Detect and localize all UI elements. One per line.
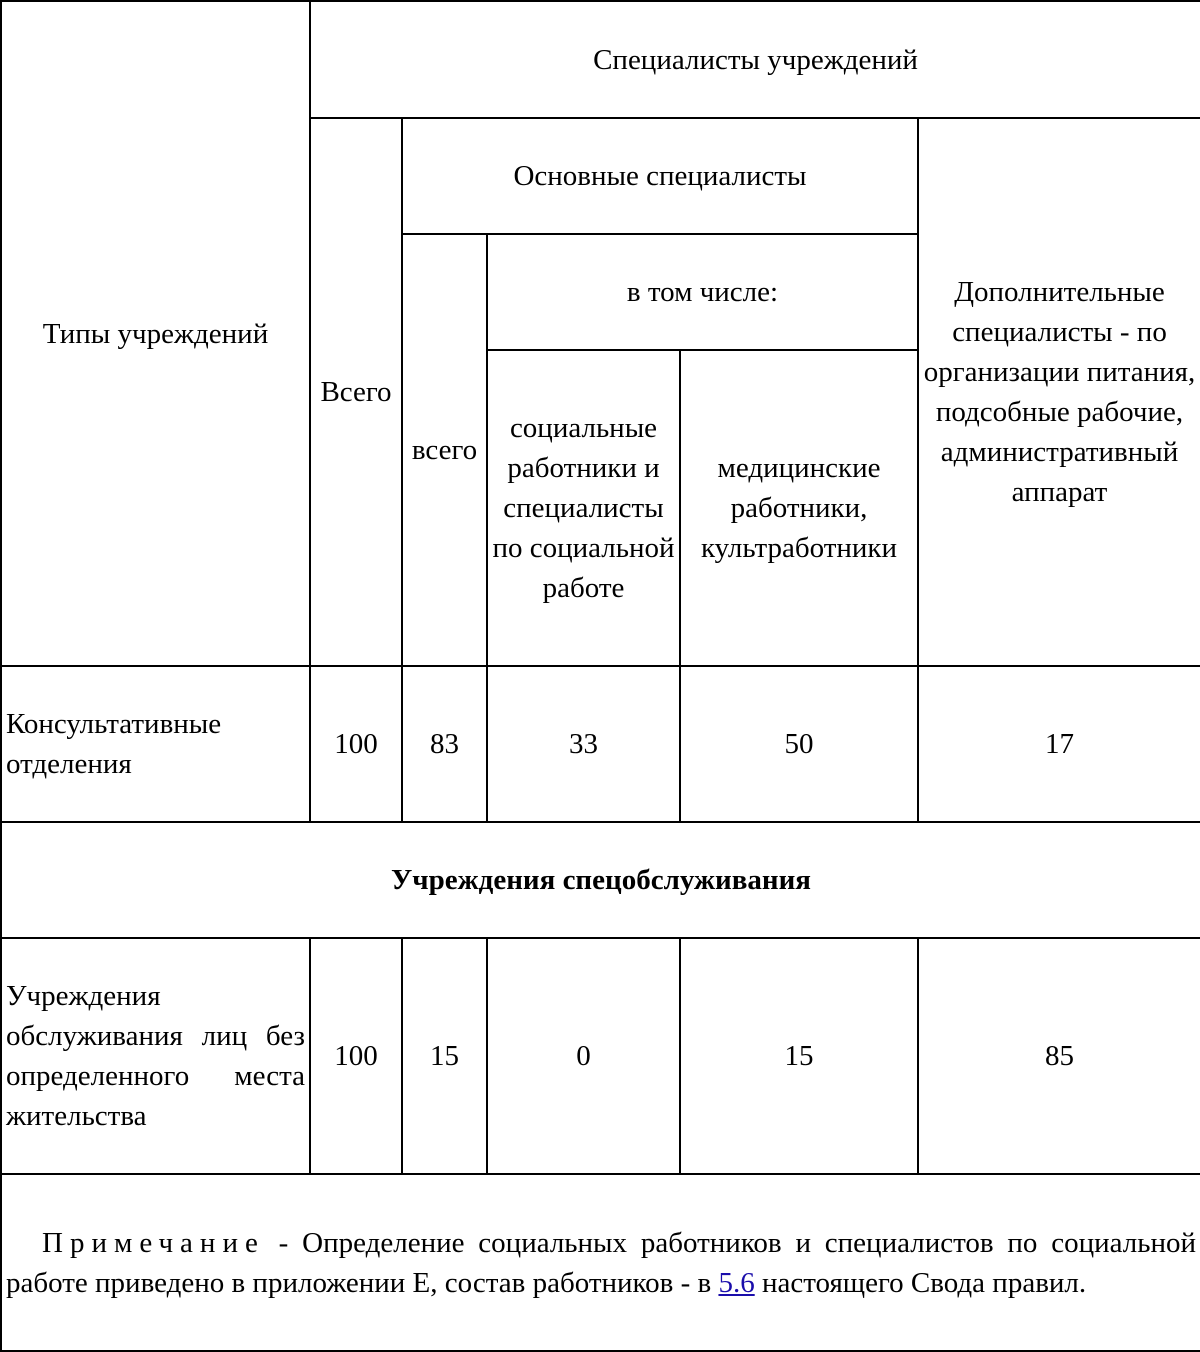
cell-total: 100: [310, 938, 402, 1174]
section-link[interactable]: 5.6: [718, 1266, 755, 1299]
header-main-total: всего: [402, 234, 487, 666]
header-specialists: Специалисты учреждений: [310, 1, 1200, 118]
cell-additional: 17: [918, 666, 1200, 822]
note-text-after: настоящего Свода правил.: [754, 1266, 1087, 1299]
cell-social: 0: [487, 938, 680, 1174]
row-type-consultative: Консультативные отделения: [1, 666, 310, 822]
cell-social: 33: [487, 666, 680, 822]
header-including: в том числе:: [487, 234, 918, 350]
header-social-workers: социальные работники и специалисты по социальной работе: [487, 350, 680, 666]
table-row: [1, 666, 1200, 822]
header-types: Типы учреждений: [1, 1, 310, 666]
cell-additional: 85: [918, 938, 1200, 1174]
cell-total: 100: [310, 666, 402, 822]
header-main-specialists: Основные специалисты: [402, 118, 918, 234]
note-label: Примечание: [42, 1226, 265, 1259]
note-row: [1, 1174, 1200, 1351]
cell-medical: 50: [680, 666, 918, 822]
cell-medical: 15: [680, 938, 918, 1174]
note-cell: [1, 1174, 1200, 1351]
header-additional-specialists: Дополнительные специалисты - по организации питания, подсобные рабочие, административный аппарат: [918, 118, 1200, 666]
section-title: Учреждения спецобслуживания: [1, 822, 1200, 938]
note-text-before: - Определение социальных работников и специалистов по социальной работе приведено в приложении Е, состав работников - в: [6, 1226, 1197, 1299]
row-type-homeless: Учреждения обслуживания лиц без определенного места жительства: [1, 938, 310, 1174]
header-row-1: [1, 1, 1200, 118]
table-row: [1, 938, 1200, 1174]
header-total: Всего: [310, 118, 402, 666]
cell-main-total: 83: [402, 666, 487, 822]
header-medical-workers: медицинские работники, культработники: [680, 350, 918, 666]
cell-main-total: 15: [402, 938, 487, 1174]
section-row: [1, 822, 1200, 938]
